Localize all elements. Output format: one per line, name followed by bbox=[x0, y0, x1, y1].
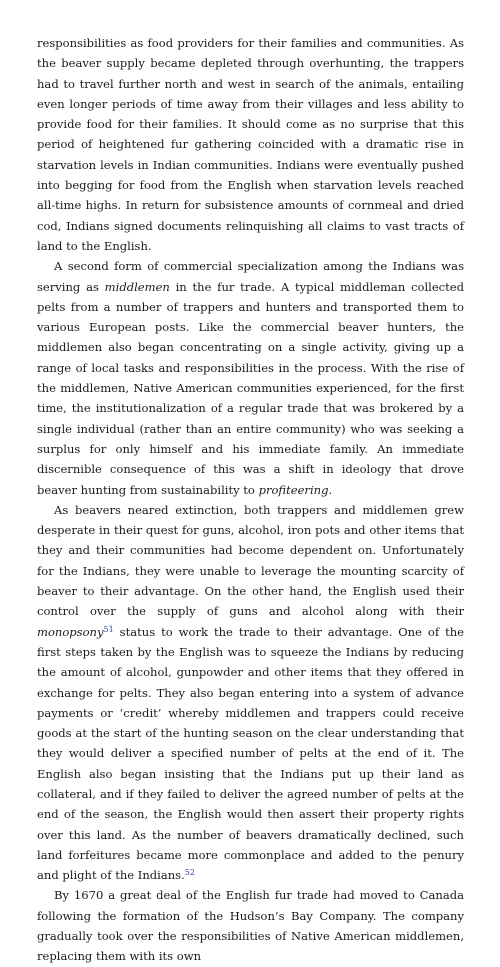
paragraph-1 bbox=[37, 33, 464, 256]
paragraph-text: By 1670 a great deal of the English fur trade had moved to Canada following the formation of the Hudson’s Bay Company. The company gradually took over the responsibilities of Native American middlemen, replacing them with its own bbox=[37, 888, 464, 964]
footnote-ref-51[interactable]: 51 bbox=[103, 624, 114, 634]
paragraph-4 bbox=[37, 885, 464, 966]
paragraph-2 bbox=[37, 256, 464, 500]
footnote-ref-52[interactable]: 52 bbox=[184, 868, 195, 878]
paragraph-3 bbox=[37, 500, 464, 886]
italic-term-middlemen: middlemen bbox=[104, 279, 170, 294]
document-page bbox=[37, 33, 464, 967]
italic-term-monopsony: monopsony bbox=[37, 624, 104, 639]
paragraph-text: A second form of commercial specialization among the Indians was serving as bbox=[37, 259, 464, 294]
paragraph-text: status to work the trade to their advantage. One of the first steps taken by the English was to squeeze the Indians by reducing the amount of alcohol, gunpowder and other items that they offered in exchange for pelts. They also began entering into a system of advance payments or ‘credit’ whereby middlemen and trappers could receive goods at the start of the hunting season on the clear understanding that they would deliver a specified number of pelts at the end of it. The English also began insisting that the Indians put up their land as collateral, and if they failed to deliver the agreed number of pelts at the end of the season, the English would then assert their property rights over this land. As the number of beavers dramatically declined, such land forfeitures became more commonplace and added to the penury and plight of the Indians. bbox=[37, 624, 464, 883]
paragraph-text: As beavers neared extinction, both trappers and middlemen grew desperate in their quest for guns, alcohol, iron pots and other items that they and their communities had become dependent on. Unfortunately for the Indians, they were unable to leverage the mounting scarcity of beaver to their advantage. On the other hand, the English used their control over the supply of guns and alcohol along with their bbox=[37, 502, 464, 619]
italic-term-profiteering: profiteering bbox=[258, 482, 329, 497]
paragraph-text: . bbox=[328, 482, 333, 497]
paragraph-text: responsibilities as food providers for their families and communities. As the beaver supply became depleted through overhunting, the trappers had to travel further north and west in search of the animals, entailing even longer periods of time away from their villages and less ability to provide food for their families. It should come as no surprise that this period of heightened fur gathering coincided with a dramatic rise in starvation levels in Indian communities. Indians were eventually pushed into begging for food from the English when starvation levels reached all-time highs. In return for subsistence amounts of cornmeal and dried cod, Indians signed documents relinquishing all claims to vast tracts of land to the English. bbox=[37, 36, 464, 253]
paragraph-text: in the fur trade. A typical middleman collected pelts from a number of trappers and hunters and transported them to various European posts. Like the commercial beaver hunters, the middlemen also began concentrating on a single activity, giving up a range of local tasks and responsibilities in the process. With the rise of the middlemen, Native American communities experienced, for the first time, the institutionalization of a regular trade that was brokered by a single individual (rather than an entire community) who was seeking a surplus for only himself and his immediate family. An immediate discernible consequence of this was a shift in ideology that drove beaver hunting from sustainability to bbox=[37, 279, 464, 497]
